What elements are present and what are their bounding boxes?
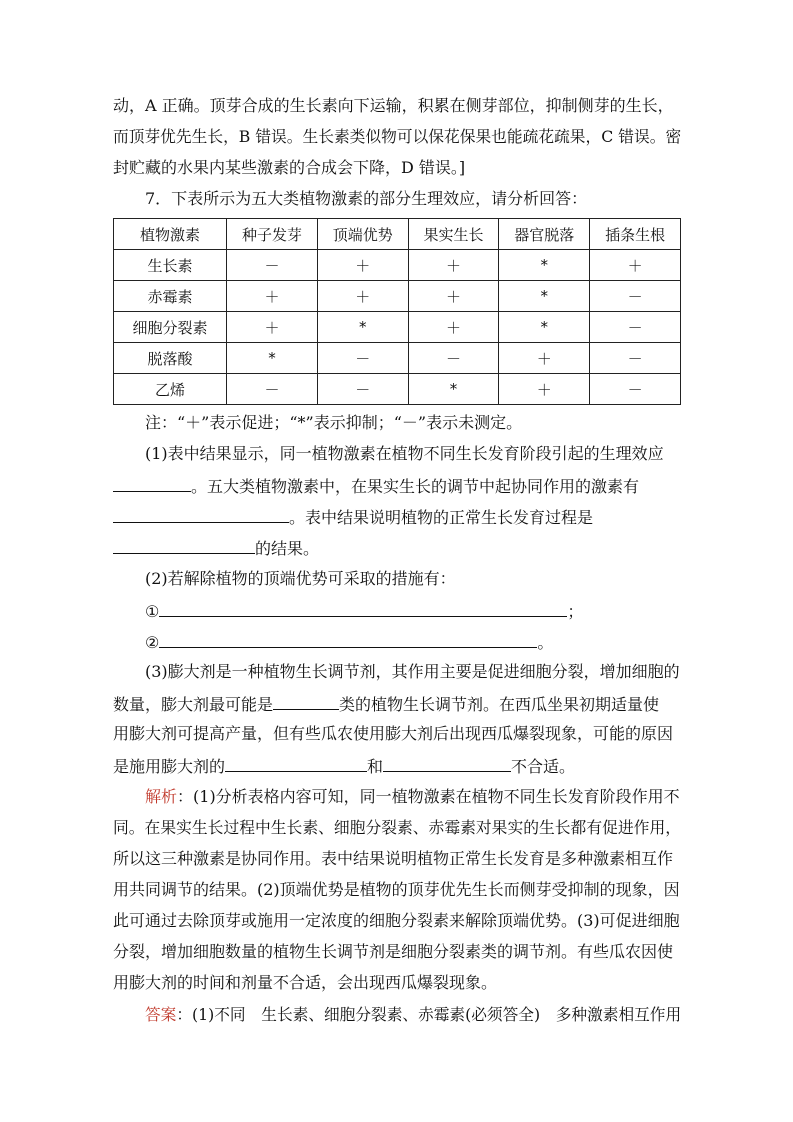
q3-line-3: 用膨大剂可提高产量，但有些瓜农使用膨大剂后出现西瓜爆裂现象，可能的原因	[113, 724, 674, 743]
row-hormone-name: 生长素	[114, 250, 227, 281]
q3-line-2-b: 类的植物生长调节剂。在西瓜坐果初期适量使	[339, 695, 660, 714]
analysis-line-5: 此可通过去除顶芽或施用一定浓度的细胞分裂素来解除顶端优势。(3)可促进细胞	[113, 911, 680, 930]
q2-line-1: (2)若解除植物的顶端优势可采取的措施有：	[145, 569, 456, 588]
table-cell: *	[317, 312, 408, 343]
analysis-line-1-text: ：(1)分析表格内容可知，同一植物激素在植物不同生长发育阶段作用不	[177, 787, 680, 806]
table-cell: ＋	[408, 250, 499, 281]
table-cell: －	[408, 343, 499, 374]
circled-number-2: ②	[145, 633, 160, 652]
table-cell: －	[590, 281, 681, 312]
q3-line-4-b: 和	[367, 757, 384, 776]
q2-item-2-end: 。	[537, 633, 554, 652]
table-header-cell: 植物激素	[114, 219, 227, 250]
q1-line-1: (1)表中结果显示，同一植物激素在植物不同生长发育阶段引起的生理效应	[145, 444, 664, 463]
answer-blank[interactable]	[113, 537, 255, 554]
answer-line	[145, 1005, 681, 1025]
table-cell: ＋	[317, 281, 408, 312]
table-row	[114, 281, 681, 312]
table-note: 注：“＋”表示促进；“*”表示抑制；“－”表示未测定。	[145, 413, 523, 432]
table-header-row	[114, 219, 681, 250]
q1-line-4	[113, 537, 319, 559]
answer-blank[interactable]	[113, 506, 289, 523]
table-cell: ＋	[590, 250, 681, 281]
table-header-cell: 顶端优势	[317, 219, 408, 250]
q1-line-4-text: 的结果。	[255, 539, 320, 558]
answer-blank[interactable]	[225, 755, 367, 772]
table-row	[114, 374, 681, 405]
analysis-line-3: 所以这三种激素是协同作用。表中结果说明植物正常生长发育是多种激素相互作	[113, 849, 674, 868]
analysis-line-1	[145, 787, 680, 807]
question-7-title: 7．下表所示为五大类植物激素的部分生理效应，请分析回答：	[145, 189, 588, 208]
q1-line-2	[113, 475, 639, 497]
table-cell: *	[227, 343, 318, 374]
q3-line-2	[113, 693, 659, 715]
q3-line-4	[113, 755, 575, 777]
q3-line-4-a: 是施用膨大剂的	[113, 757, 226, 776]
hormone-effects-table	[113, 218, 681, 405]
analysis-line-4: 用共同调节的结果。(2)顶端优势是植物的顶芽优先生长而侧芽受抑制的现象，因	[113, 880, 680, 899]
table-cell: ＋	[317, 250, 408, 281]
table-cell: ＋	[499, 343, 590, 374]
intro-line-1: 动，A 正确。顶芽合成的生长素向下运输，积累在侧芽部位，抑制侧芽的生长，	[113, 96, 674, 115]
answer-label: 答案	[145, 1005, 177, 1024]
table-row	[114, 250, 681, 281]
q1-line-3-text: 。表中结果说明植物的正常生长发育过程是	[289, 508, 594, 527]
q3-line-4-c: 不合适。	[511, 757, 576, 776]
table-header-cell: 果实生长	[408, 219, 499, 250]
table-cell: *	[408, 374, 499, 405]
row-hormone-name: 脱落酸	[114, 343, 227, 374]
table-cell: ＋	[227, 281, 318, 312]
table-header-cell: 种子发芽	[227, 219, 318, 250]
answer-blank[interactable]	[273, 693, 339, 710]
table-cell: －	[227, 374, 318, 405]
q3-line-2-a: 数量，膨大剂最可能是	[113, 695, 274, 714]
table-cell: ＋	[499, 374, 590, 405]
q1-line-2-text: 。五大类植物激素中，在果实生长的调节中起协同作用的激素有	[191, 477, 640, 496]
table-cell: *	[499, 250, 590, 281]
table-cell: *	[499, 312, 590, 343]
intro-line-2: 而顶芽优先生长，B 错误。生长素类似物可以保花保果也能疏花疏果，C 错误。密	[113, 127, 682, 146]
analysis-label: 解析	[145, 787, 178, 806]
table-cell: －	[317, 343, 408, 374]
table-header-cell: 器官脱落	[499, 219, 590, 250]
analysis-line-6: 分裂，增加细胞数量的植物生长调节剂是细胞分裂素类的调节剂。有些瓜农因使	[113, 942, 674, 961]
row-hormone-name: 赤霉素	[114, 281, 227, 312]
intro-line-3: 封贮藏的水果内某些激素的合成会下降，D 错误。]	[113, 158, 466, 177]
table-row	[114, 343, 681, 374]
answer-blank[interactable]	[159, 631, 537, 648]
answer-blank[interactable]	[113, 475, 191, 492]
table-cell: ＋	[227, 312, 318, 343]
table-cell: ＋	[408, 312, 499, 343]
q2-item-2	[145, 631, 553, 653]
table-header-cell: 插条生根	[590, 219, 681, 250]
answer-blank[interactable]	[159, 600, 567, 617]
q3-line-1: (3)膨大剂是一种植物生长调节剂，其作用主要是促进细胞分裂，增加细胞的	[145, 662, 680, 681]
q2-item-1-end: ；	[567, 602, 584, 621]
table-cell: *	[499, 281, 590, 312]
table-cell: －	[590, 312, 681, 343]
analysis-line-2: 同。在果实生长过程中生长素、细胞分裂素、赤霉素对果实的生长都有促进作用，	[113, 818, 682, 837]
analysis-line-7: 用膨大剂的时间和剂量不合适，会出现西瓜爆裂现象。	[113, 973, 498, 992]
q2-item-1	[145, 600, 583, 622]
row-hormone-name: 细胞分裂素	[114, 312, 227, 343]
table-cell: －	[590, 343, 681, 374]
row-hormone-name: 乙烯	[114, 374, 227, 405]
q1-line-3	[113, 506, 593, 528]
table-cell: －	[317, 374, 408, 405]
table-cell: ＋	[408, 281, 499, 312]
answer-blank[interactable]	[383, 755, 511, 772]
table-cell: －	[227, 250, 318, 281]
table-row	[114, 312, 681, 343]
answer-text: ：(1)不同 生长素、细胞分裂素、赤霉素(必须答全) 多种激素相互作用	[176, 1005, 682, 1024]
circled-number-1: ①	[145, 602, 160, 621]
table-cell: －	[590, 374, 681, 405]
